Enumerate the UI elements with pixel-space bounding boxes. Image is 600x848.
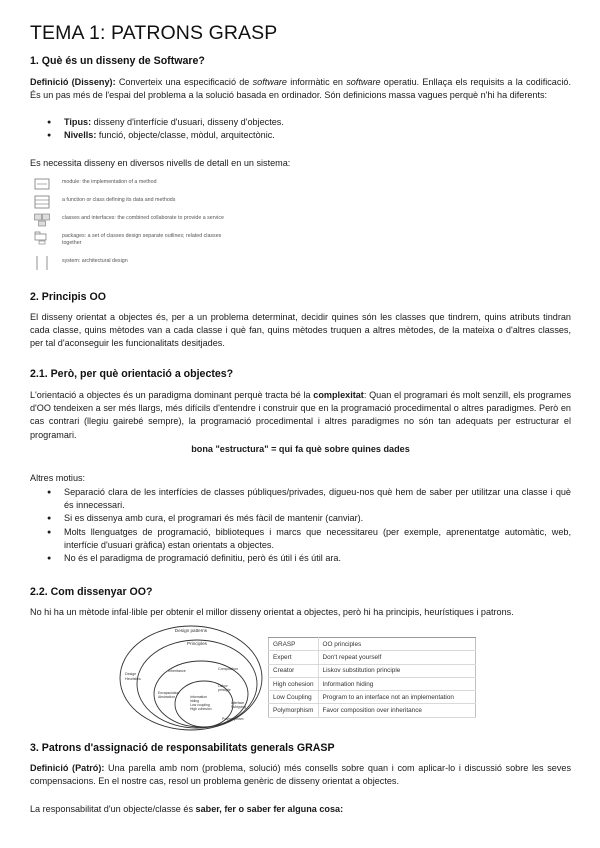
svg-text:Low coupling: Low coupling <box>190 703 210 707</box>
motius-intro: Altres motius: <box>30 473 86 483</box>
svg-text:hiding: hiding <box>190 699 200 703</box>
section-1-definition: Definició (Disseny): Converteix una especificació de software informàtic en software operatiu. Enllaça els requisits a la codificació. És un pas més de l'espai del problema a la solució basada en ordinador. Són definicions massa vagues perquè n'hi ha diferents: <box>30 77 572 101</box>
list-item: ● Molts llenguatges de programació, biblioteques i marcs que necessitareu (per exemple, aprenentatge automàtic, web, interfície d'usuari gràfica) estan orientats a objectes. <box>30 526 571 552</box>
section-3-responsibility: La responsabilitat d'un objecte/classe és saber, fer o saber fer alguna cosa: <box>30 804 344 814</box>
diagram-label-polymorphism: Polymorphism <box>222 717 244 721</box>
level-row: system: architectural design <box>34 256 254 274</box>
section-1-heading: 1. Què és un disseny de Software? <box>30 55 205 67</box>
diagram-label-encapsulation: Encapsulation <box>158 691 180 695</box>
diagram-label-inheritance: Inheritance <box>168 669 186 673</box>
list-item: ● Separació clara de les interfícies de classes públiques/privades, digueu-nos què hem de saber per utilitzar una classe i què és innecessari. <box>30 486 571 512</box>
diagram-label-design-patterns: Design patterns <box>174 628 208 633</box>
diagram-label-principles: Principles <box>187 641 207 646</box>
levels-intro: Es necessita disseny en diversos nivells de detall en un sistema: <box>30 158 291 168</box>
level-row: classes and interfaces: the combined collaborate to provide a service <box>34 213 254 231</box>
table-header-row: GRASP OO principles <box>269 638 476 651</box>
level-row: packages: a set of classes design separate outlines; related classes together <box>34 231 254 253</box>
diagram-label-abstraction: Abstraction <box>158 695 175 699</box>
svg-text:Subtyping: Subtyping <box>231 705 247 709</box>
class-icon <box>34 195 50 209</box>
diagram-label-composition: Composition <box>218 667 238 671</box>
section-2-2-text: No hi ha un mètode infal·lible per obtenir el millor disseny orientat a objectes, però hi ha principis, heurístiques i patrons. <box>30 607 514 617</box>
section-2-1-text: L'orientació a objectes és un paradigma dominant perquè tracta bé la complexitat: Quan el programari és molt senzill, els programes d'OO tendeixen a ser més llargs, més difícils d'entendre i construir que en la programació procedimental o altres paradigmes. Però en cas contrari (llegiu gairebé sempre), la programació procedimental i altres paradigmes no són tan adequats per estructurar el programari. <box>30 390 571 440</box>
structure-definition: bona "estructura" = qui fa què sobre quines dades <box>191 444 410 454</box>
table-row: Low Coupling Program to an interface not an implementation <box>269 691 476 704</box>
section-2-text: El disseny orientat a objectes és, per a un problema determinat, decidir quines són les classes que tindrem, quins atributs tindran cada classe, quins mètodes van a cada classe i què fan, quins mètodes truquen a altres mètodes, de la mateixa o d'altres classes, per tal d'aconseguir les funcionalitats desitjades. <box>30 312 571 349</box>
list-item: ● No és el paradigma de programació definitiu, però és útil i és útil ara. <box>30 552 571 565</box>
list-item: ● Tipus: disseny d'interfície d'usuari, disseny d'objectes. <box>30 116 571 129</box>
list-item: ● Nivells: funció, objecte/classe, mòdul, arquitectònic. <box>30 129 571 142</box>
diagram-label-liskov: Liskov <box>218 684 228 688</box>
table-row: Polymorphism Favor composition over inheritance <box>269 704 476 717</box>
diagram-label-heuristics-2: Heuristics <box>125 677 141 681</box>
method-icon <box>34 177 50 191</box>
oo-design-diagram <box>118 624 264 732</box>
table-row: High cohesion Information hiding <box>269 677 476 690</box>
svg-text:High cohesion: High cohesion <box>190 707 212 711</box>
section-3-heading: 3. Patrons d'assignació de responsabilitats generals GRASP <box>30 742 335 754</box>
level-row: a function or class defining its data and methods <box>34 195 254 213</box>
section-2-1-heading: 2.1. Però, per què orientació a objectes? <box>30 368 234 380</box>
diagram-label-heuristics: Design <box>125 672 137 676</box>
svg-text:principle: principle <box>218 688 231 692</box>
package-icon <box>34 231 50 245</box>
diagram-label-interface: Interface <box>231 701 245 705</box>
table-row: Expert Don't repeat yourself <box>269 651 476 664</box>
definition-label: Definició (Disseny): <box>30 77 116 87</box>
section-3-definition: Definició (Patró): Una parella amb nom (problema, solució) més consells sobre quan i com aplicar-lo i discussió sobre les seves compensacions. En el nostre cas, resol un problema genèric de disseny orientat a objectes. <box>30 763 571 787</box>
section-1-bullets <box>30 116 571 142</box>
table-row: Creator Liskov substitution principle <box>269 664 476 677</box>
section-2-heading: 2. Principis OO <box>30 291 106 303</box>
grasp-principles-table <box>268 637 476 718</box>
motius-list <box>30 486 571 565</box>
classes-icon <box>34 213 50 227</box>
system-icon <box>34 256 50 270</box>
diagram-label-info-hiding: Information <box>190 695 207 699</box>
section-2-2-heading: 2.2. Com dissenyar OO? <box>30 586 153 598</box>
level-row: module: the implementation of a method <box>34 177 254 195</box>
page-title: TEMA 1: PATRONS GRASP <box>30 22 278 44</box>
list-item: ● Si es dissenya amb cura, el programari és més fàcil de mantenir (canviar). <box>30 512 571 525</box>
